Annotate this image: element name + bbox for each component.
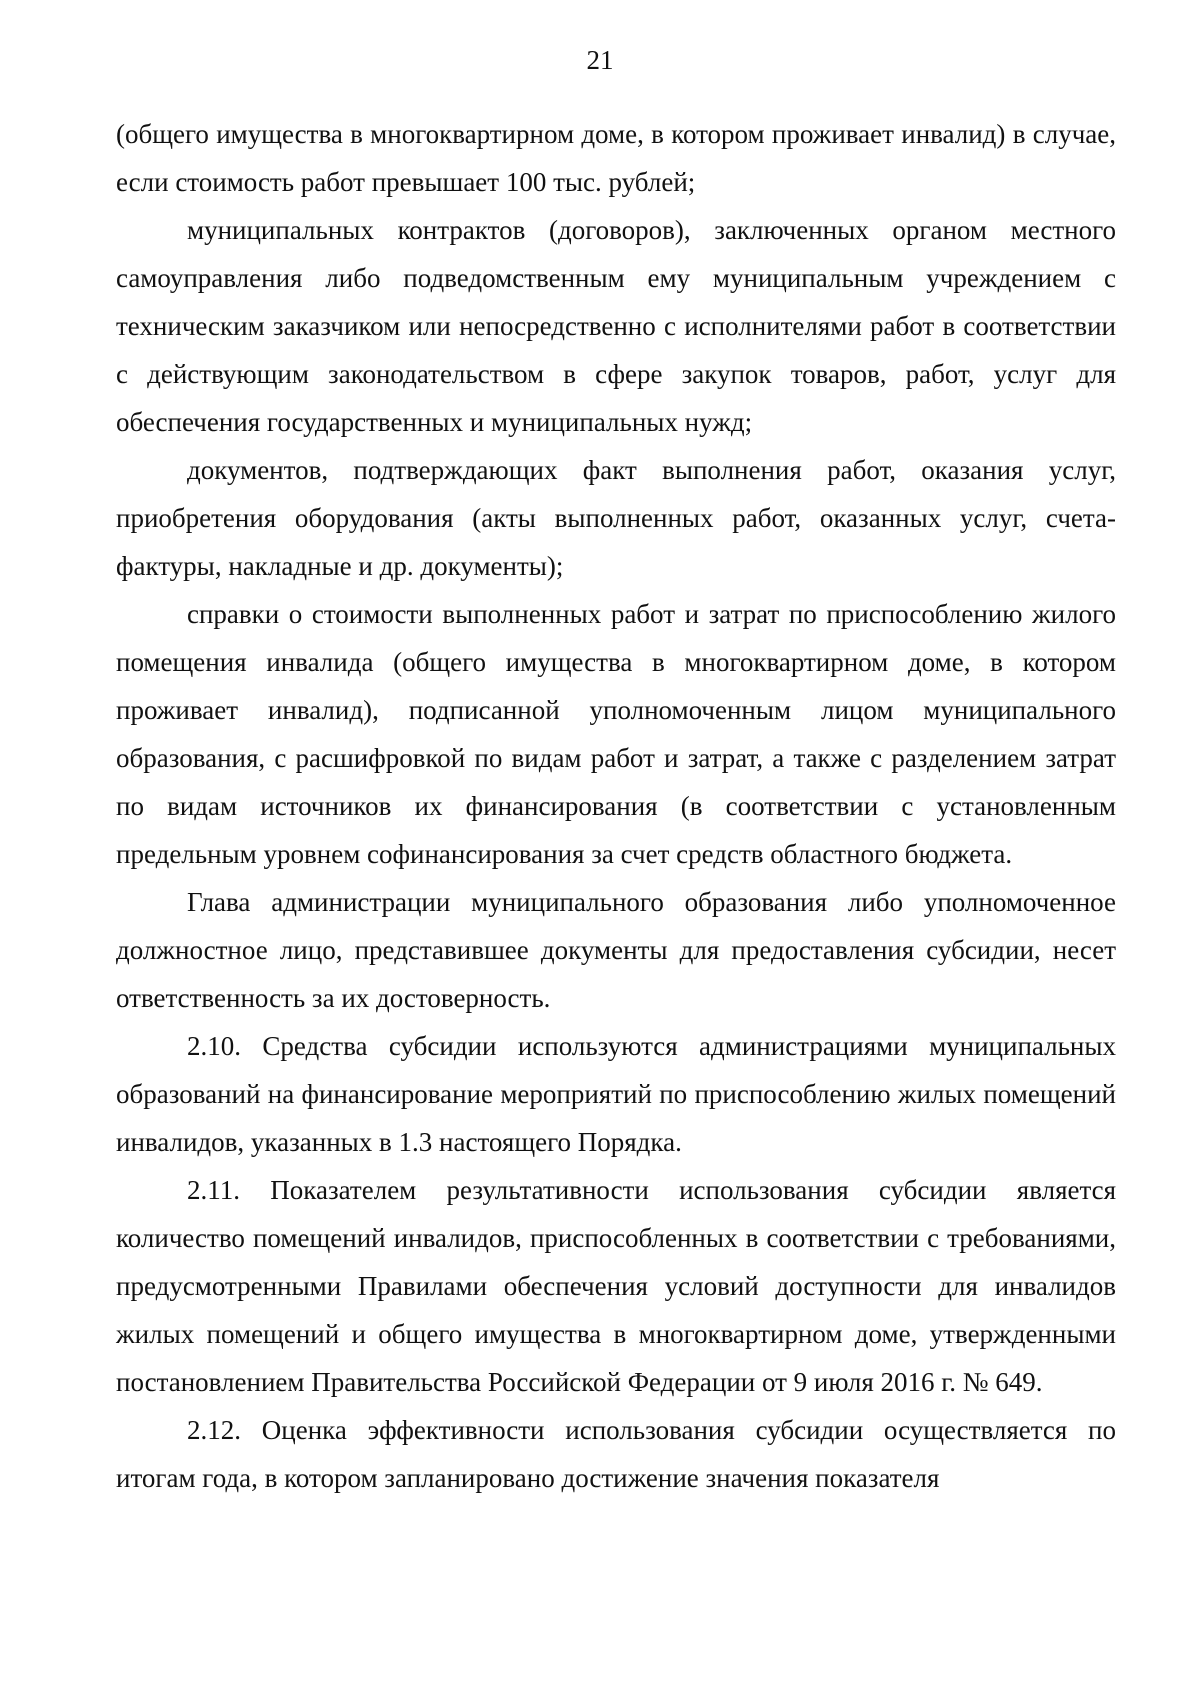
page-number: 21 xyxy=(586,45,614,75)
paragraph: 2.10. Средства субсидии используются администрациями муниципальных образований на финансирование мероприятий по приспособлению жилых помещений инвалидов, указанных в 1.3 настоящего Порядка. xyxy=(116,1031,1116,1157)
paragraph: 2.12. Оценка эффективности использования субсидии осуществляется по итогам года, в котором запланировано достижение значения показателя xyxy=(116,1415,1116,1493)
paragraph: справки о стоимости выполненных работ и затрат по приспособлению жилого помещения инвалида (общего имущества в многоквартирном доме, в котором проживает инвалид), подписанной уполномоченным лицом муниципального образования, с расшифровкой по видам работ и затрат, а также с разделением затрат по видам источников их финансирования (в соответствии с установленным предельным уровнем софинансирования за счет средств областного бюджета. xyxy=(116,599,1116,869)
paragraph: документов, подтверждающих факт выполнения работ, оказания услуг, приобретения оборудования (акты выполненных работ, оказанных услуг, счета-фактуры, накладные и др. документы); xyxy=(116,455,1116,581)
document-body xyxy=(116,110,1116,1502)
paragraph: (общего имущества в многоквартирном доме, в котором проживает инвалид) в случае, если стоимость работ превышает 100 тыс. рублей; xyxy=(116,119,1116,197)
paragraph: муниципальных контрактов (договоров), заключенных органом местного самоуправления либо подведомственным ему муниципальным учреждением с техническим заказчиком или непосредственно с исполнителями работ в соответствии с действующим законодательством в сфере закупок товаров, работ, услуг для обеспечения государственных и муниципальных нужд; xyxy=(116,215,1116,437)
paragraph: 2.11. Показателем результативности использования субсидии является количество помещений инвалидов, приспособленных в соответствии с требованиями, предусмотренными Правилами обеспечения условий доступности для инвалидов жилых помещений и общего имущества в многоквартирном доме, утвержденными постановлением Правительства Российской Федерации от 9 июля 2016 г. № 649. xyxy=(116,1175,1116,1397)
paragraph: Глава администрации муниципального образования либо уполномоченное должностное лицо, представившее документы для предоставления субсидии, несет ответственность за их достоверность. xyxy=(116,887,1116,1013)
